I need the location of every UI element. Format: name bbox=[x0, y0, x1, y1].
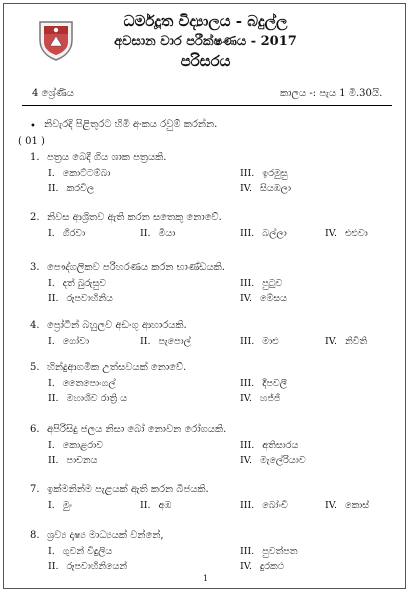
option-text: පාචනය bbox=[66, 455, 98, 466]
question-text: ශ්‍රව්‍ය දෘෂ්‍ය මාධ්‍යයක් වන්නේ, bbox=[47, 530, 164, 541]
option-numeral: I. bbox=[48, 336, 55, 347]
option-numeral: I. bbox=[48, 378, 55, 389]
page-number: 1 bbox=[202, 574, 209, 583]
option-text: පුවත්පත bbox=[262, 546, 298, 557]
option-numeral: IV. bbox=[240, 561, 252, 572]
question-text: අපිරිසිදු ජලය නිසා බෝ නොවන රෝගයකි. bbox=[47, 424, 227, 435]
option-numeral: I. bbox=[48, 228, 55, 239]
answer-option[interactable] bbox=[240, 378, 287, 389]
question-number: 1. bbox=[30, 152, 40, 163]
answer-option[interactable] bbox=[48, 278, 106, 289]
option-text: අතිසාරය bbox=[262, 440, 299, 451]
option-numeral: III. bbox=[240, 500, 255, 511]
option-text: කොළරාව bbox=[62, 440, 104, 451]
option-text: මහාශිව රාත්‍රි ය bbox=[66, 393, 128, 404]
answer-option[interactable] bbox=[48, 336, 89, 347]
answer-option[interactable] bbox=[48, 440, 103, 451]
answer-option[interactable] bbox=[240, 546, 297, 557]
question-number: 2. bbox=[30, 212, 40, 223]
option-numeral: IV. bbox=[240, 393, 252, 404]
answer-option[interactable] bbox=[48, 393, 127, 404]
answer-option[interactable] bbox=[240, 168, 288, 179]
option-text: නිවිති bbox=[344, 336, 368, 347]
subject-title: පරිසරය bbox=[180, 52, 231, 70]
option-text: ඉරමුසු bbox=[262, 168, 288, 179]
option-text: රූපවාහිනිය bbox=[66, 293, 113, 304]
option-text: මීයා bbox=[158, 228, 176, 239]
answer-option[interactable] bbox=[240, 393, 280, 404]
question-number: 6. bbox=[30, 424, 40, 435]
exam-title: අවසාන වාර පරීක්ෂණය - 2017 bbox=[114, 34, 297, 49]
option-numeral: I. bbox=[48, 546, 55, 557]
option-numeral: III. bbox=[240, 168, 255, 179]
question-number: 7. bbox=[30, 484, 40, 495]
answer-option[interactable] bbox=[240, 561, 284, 572]
option-text: රූපවාහිනියෙන් bbox=[66, 561, 128, 572]
answer-option[interactable] bbox=[48, 168, 111, 179]
answer-option[interactable] bbox=[48, 378, 116, 389]
question-number: 5. bbox=[30, 362, 40, 373]
option-text: ගෝවා bbox=[62, 336, 90, 347]
question-text: ඉක්මනින්ම පැළයක් ඇති කරන බීජයකි. bbox=[47, 484, 209, 495]
answer-option[interactable] bbox=[240, 293, 287, 304]
time-label: කාලය -: පැය 1 මි.30යි. bbox=[280, 88, 383, 99]
header-divider bbox=[22, 105, 392, 106]
option-numeral: II. bbox=[48, 455, 59, 466]
answer-option[interactable] bbox=[240, 500, 288, 511]
option-numeral: IV. bbox=[325, 228, 337, 239]
answer-option[interactable] bbox=[48, 228, 85, 239]
option-text: කොට්ටම්බා bbox=[62, 168, 111, 179]
option-text: දීපවලී bbox=[262, 378, 288, 389]
option-text: තෛපොංගල් bbox=[62, 378, 116, 389]
option-numeral: IV. bbox=[325, 336, 337, 347]
answer-option[interactable] bbox=[240, 183, 291, 194]
option-numeral: I. bbox=[48, 500, 55, 511]
option-text: ගුවන් විදුලිය bbox=[62, 546, 113, 557]
answer-option[interactable] bbox=[140, 228, 175, 239]
answer-option[interactable] bbox=[48, 546, 112, 557]
question-number: 4. bbox=[30, 320, 40, 331]
option-numeral: IV. bbox=[240, 455, 252, 466]
option-numeral: IV. bbox=[240, 183, 252, 194]
option-numeral: III. bbox=[240, 278, 255, 289]
option-text: අඹ bbox=[158, 500, 172, 511]
option-text: කොස් bbox=[344, 500, 370, 511]
option-text: මාළු bbox=[262, 336, 279, 347]
section-label: ( 01 ) bbox=[18, 136, 45, 147]
option-text: එළුවා bbox=[344, 228, 368, 239]
option-text: බල්ලා bbox=[262, 228, 287, 239]
question-number: 8. bbox=[30, 530, 40, 541]
option-text: දත් බුරුසුව bbox=[62, 278, 107, 289]
question-5 bbox=[0, 362, 411, 422]
instruction-text: නිවැරදි පිළිතුරට හිමි අංකය රවුම් කරන්න. bbox=[44, 119, 218, 130]
answer-option[interactable] bbox=[48, 561, 127, 572]
option-text: සියඹලා bbox=[259, 183, 292, 194]
answer-option[interactable] bbox=[240, 455, 306, 466]
bullet-icon: • bbox=[30, 121, 36, 132]
grade-label: 4 ශ්‍රේණිය bbox=[32, 88, 74, 99]
answer-option[interactable] bbox=[140, 336, 191, 347]
answer-option[interactable] bbox=[325, 500, 369, 511]
answer-option[interactable] bbox=[240, 228, 287, 239]
answer-option[interactable] bbox=[140, 500, 171, 511]
answer-option[interactable] bbox=[48, 500, 72, 511]
option-text: බෝංචි bbox=[262, 500, 288, 511]
option-text: පුටුව bbox=[262, 278, 283, 289]
question-3 bbox=[0, 262, 411, 322]
question-1 bbox=[0, 152, 411, 212]
question-text: පෞද්ගලිකව පරිහරණය කරන භාණ්ඩයකි. bbox=[47, 262, 225, 273]
answer-option[interactable] bbox=[325, 336, 367, 347]
option-numeral: II. bbox=[140, 336, 151, 347]
question-6 bbox=[0, 424, 411, 484]
question-number: 3. bbox=[30, 262, 40, 273]
option-numeral: III. bbox=[240, 336, 255, 347]
option-text: හජ්ජි bbox=[259, 393, 281, 404]
option-text: ගිරවා bbox=[62, 228, 86, 239]
answer-option[interactable] bbox=[48, 293, 113, 304]
option-text: කරවිල bbox=[66, 183, 95, 194]
question-text: පත්‍රය බෙදී ගිය ශාක පත්‍රයකි. bbox=[47, 152, 167, 163]
option-numeral: II. bbox=[140, 228, 151, 239]
option-numeral: II. bbox=[48, 393, 59, 404]
option-text: දුරකථ bbox=[259, 561, 285, 572]
option-numeral: IV. bbox=[325, 500, 337, 511]
answer-option[interactable] bbox=[240, 278, 282, 289]
option-numeral: II. bbox=[48, 561, 59, 572]
option-numeral: IV. bbox=[240, 293, 252, 304]
option-text: මේසය bbox=[259, 293, 287, 304]
question-text: ප්‍රෝටීන් බහුලව අඩංගු ආහාරයකි. bbox=[47, 320, 187, 331]
option-numeral: I. bbox=[48, 440, 55, 451]
answer-option[interactable] bbox=[240, 336, 279, 347]
option-numeral: III. bbox=[240, 546, 255, 557]
answer-option[interactable] bbox=[240, 440, 298, 451]
school-name: ධර්මදූත විද්‍යාලය - බදුල්ල bbox=[123, 12, 288, 30]
option-numeral: II. bbox=[48, 183, 59, 194]
option-text: පැපොල් bbox=[158, 336, 191, 347]
option-numeral: III. bbox=[240, 228, 255, 239]
answer-option[interactable] bbox=[48, 183, 94, 194]
question-text: නිවස ආශ්‍රිතව ඇති කරන සතෙකු නොවේ. bbox=[47, 212, 222, 223]
option-numeral: III. bbox=[240, 378, 255, 389]
answer-option[interactable] bbox=[48, 455, 97, 466]
option-numeral: I. bbox=[48, 168, 55, 179]
answer-option[interactable] bbox=[325, 228, 368, 239]
option-text: මැලේරියාව bbox=[259, 455, 306, 466]
option-numeral: II. bbox=[140, 500, 151, 511]
option-numeral: III. bbox=[240, 440, 255, 451]
option-text: මුං bbox=[62, 500, 73, 511]
question-text: හින්දුආගමික උත්සවයක් නොවේ. bbox=[47, 362, 187, 373]
option-numeral: II. bbox=[48, 293, 59, 304]
option-numeral: I. bbox=[48, 278, 55, 289]
